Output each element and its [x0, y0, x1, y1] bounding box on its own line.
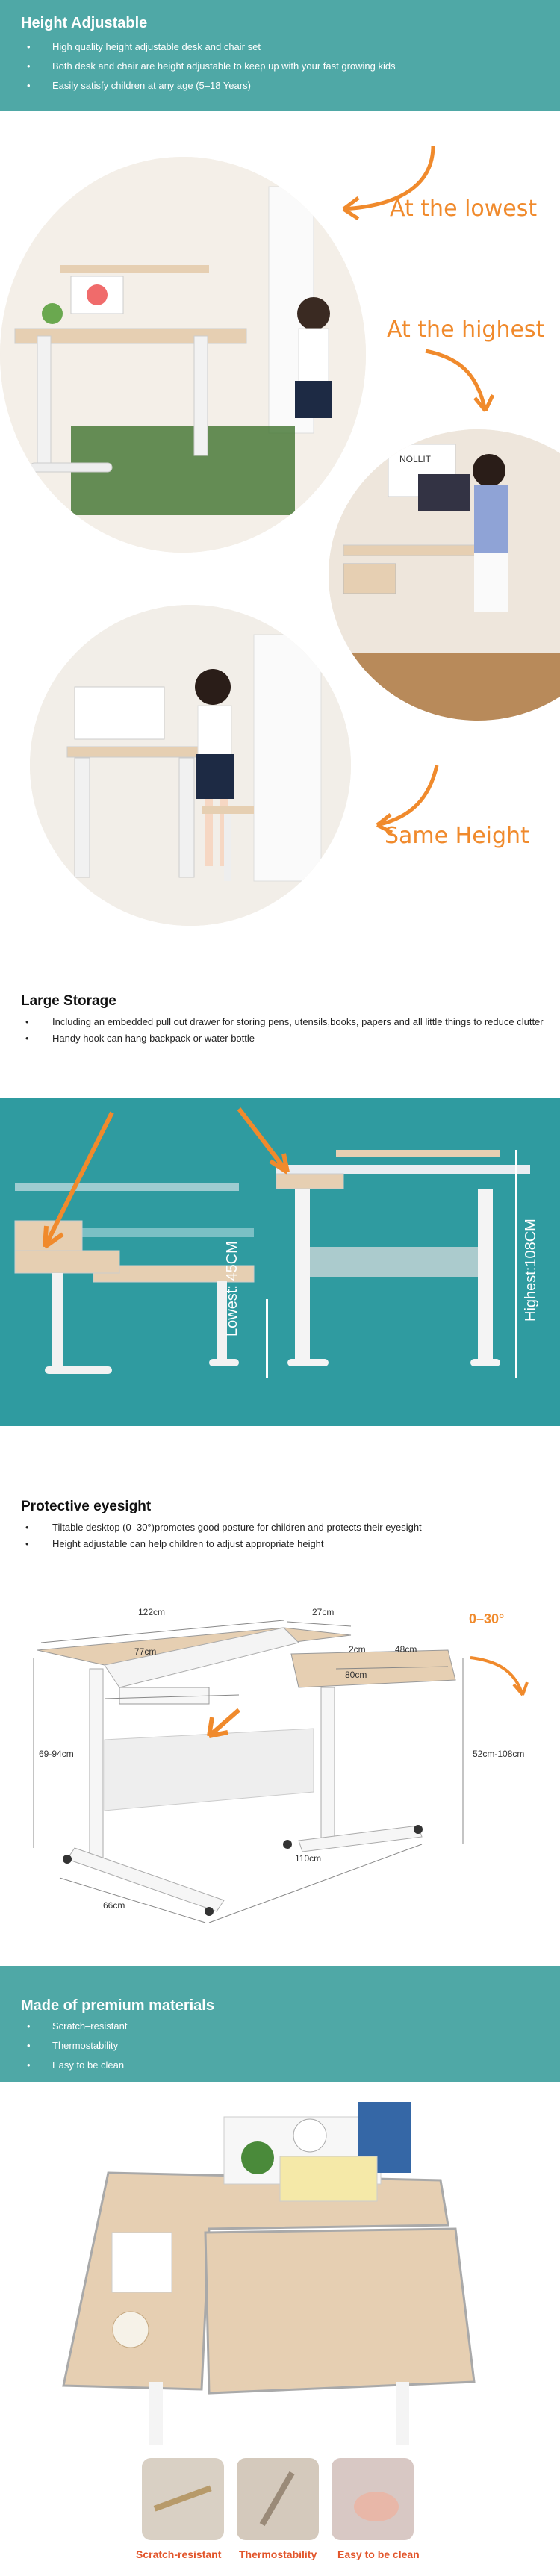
dim-52-108cm: 52cm-108cm: [473, 1749, 525, 1759]
label-at-the-highest: At the highest: [387, 317, 545, 343]
feature-label-thermostability: Thermostability: [239, 2548, 317, 2560]
bullet-item: • Thermostability: [21, 2036, 127, 2056]
arrow-same-height-icon: [370, 758, 444, 833]
desk-top-view-photo: [0, 2098, 560, 2445]
bullet-item: • Easily satisfy children at any age (5–18 Years): [21, 76, 396, 96]
bullet-item: • Both desk and chair are height adjustable to keep up with your fast growing kids: [21, 57, 396, 76]
arrow-lowest-icon: [329, 138, 441, 220]
photo-same-height: [30, 605, 351, 926]
dim-77cm: 77cm: [134, 1646, 157, 1657]
dim-27cm: 27cm: [312, 1607, 335, 1617]
premium-materials-banner: [0, 1966, 560, 2082]
bullet-item: • Height adjustable can help children to adjust appropriate height: [21, 1536, 544, 1552]
photo-desk-lowest: [0, 157, 366, 553]
premium-materials-bullets: [21, 2017, 127, 2075]
desk-top-view-illustration: [0, 2098, 560, 2445]
height-adjustable-banner: [0, 0, 560, 111]
storage-illustration: [0, 1098, 560, 1426]
bullet-item: • Easy to be clean: [21, 2056, 127, 2075]
bullet-item: • High quality height adjustable desk and chair set: [21, 37, 396, 57]
dim-80cm: 80cm: [345, 1670, 367, 1680]
swatch-easy-clean: [332, 2458, 414, 2540]
storage-image-panel: [0, 1098, 560, 1426]
dim-110cm: 110cm: [295, 1853, 322, 1864]
swatch-thermostability: [237, 2458, 319, 2540]
swatch-scratch-resistant: [142, 2458, 224, 2540]
protective-eyesight-bullets: [21, 1519, 544, 1552]
bullet-item: • Handy hook can hang backpack or water bottle: [21, 1030, 544, 1047]
photo-desk-highest: [329, 429, 560, 721]
label-same-height: Same Height: [385, 823, 529, 849]
section-title-height-adjustable: Height Adjustable: [21, 15, 148, 31]
feature-label-scratch-resistant: Scratch-resistant: [136, 2548, 222, 2560]
desk-highest-illustration: [329, 429, 560, 721]
dim-69-94cm: 69-94cm: [39, 1749, 74, 1759]
desk-lowest-illustration: [0, 157, 366, 553]
section-title-large-storage: Large Storage: [21, 993, 116, 1009]
bullet-item: • Including an embedded pull out drawer for storing pens, utensils,books, papers and all little things to reduce clutter: [21, 1014, 544, 1030]
tilt-angle-label: 0–30°: [469, 1611, 505, 1626]
highest-height-label: Highest:108CM: [523, 1219, 539, 1322]
desk-dimension-diagram: [0, 1583, 560, 1934]
dim-48cm: 48cm: [395, 1644, 417, 1655]
dim-2cm: 2cm: [349, 1644, 366, 1655]
section-title-premium-materials: Made of premium materials: [21, 1997, 214, 2014]
bullet-item: • Tiltable desktop (0–30°)promotes good posture for children and protects their eyesight: [21, 1519, 544, 1536]
label-at-the-lowest: At the lowest: [390, 196, 538, 222]
height-adjustable-bullets: [21, 37, 396, 96]
desk-sign: NOLLIT: [399, 454, 432, 464]
arrow-highest-icon: [418, 347, 500, 422]
dim-122cm: 122cm: [138, 1607, 166, 1617]
section-title-protective-eyesight: Protective eyesight: [21, 1499, 152, 1514]
feature-label-easy-to-be-clean: Easy to be clean: [337, 2548, 420, 2560]
bullet-item: • Scratch–resistant: [21, 2017, 127, 2036]
lowest-height-label: Lowest: 45CM: [224, 1241, 240, 1337]
dim-66cm: 66cm: [103, 1900, 125, 1911]
same-height-illustration: [30, 605, 351, 926]
large-storage-bullets: [21, 1014, 544, 1047]
